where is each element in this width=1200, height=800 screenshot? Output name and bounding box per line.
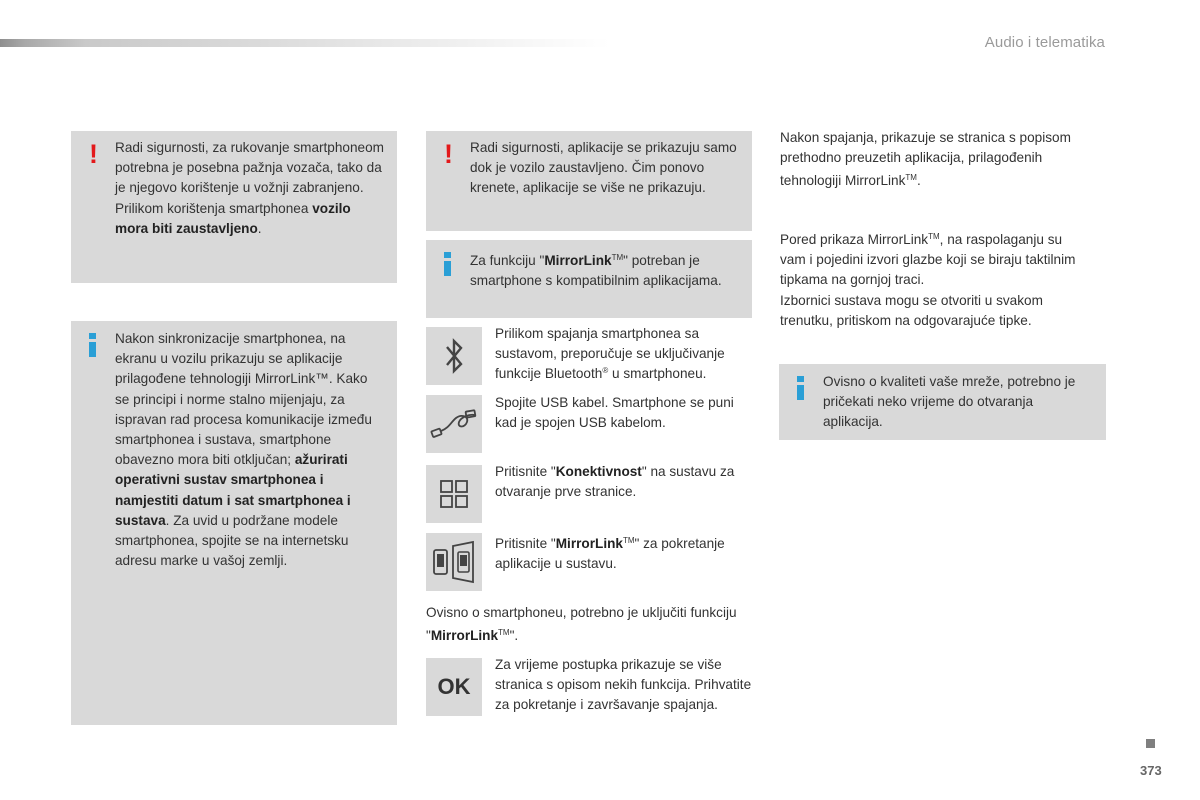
info-text: Nakon sinkronizacije smartphonea, na ekranu u vozilu prikazuju se aplikacije prilagođene tehnologiji MirrorLink™. Kako se principi i norme stalno mijenjaju, za ispravan rad procesa komunikacije između smartphonea i sustava, smartphone obavezno mora biti otključan; ažurirati operativni sustav smartphonea i namjestiti datum i sat smartphonea i sustava. Za uvid u podržane modele smartphonea, spojite se na internetsku adresu marke u vašoj zemlji. [115, 331, 372, 569]
info-text: Za funkciju "MirrorLink™" potreban je smartphone s kompatibilnim aplikacijama. [470, 253, 722, 289]
bluetooth-icon-tile [426, 327, 482, 385]
bluetooth-icon [439, 336, 469, 376]
page-marker [1146, 739, 1155, 748]
col3-paragraph-2: Pored prikaza MirrorLink™, na raspolaganju su vam i pojedini izvori glazbe koji se biraju taktilnim tipkama na gornjoj traci. Izbornici sustava mogu se otvoriti u svakom trenutku, pritiskom na odgovarajuće tipke. [780, 232, 1076, 328]
warning-text: Radi sigurnosti, aplikacije se prikazuju samo dok je vozilo zaustavljeno. Čim ponovo krenete, aplikacije se više ne prikazuju. [470, 140, 737, 196]
warning-text: Radi sigurnosti, za rukovanje smartphoneom potrebna je posebna pažnja vozača, tako da je njegovo korištenje u vožnji zabranjeno. Prilikom korištenja smartphonea vozilo mora biti zaustavljeno. [115, 140, 384, 236]
step-mirrorlink-text: Pritisnite "MirrorLink™" za pokretanje aplikacije u sustavu. [495, 536, 725, 572]
step-usb-text: Spojite USB kabel. Smartphone se puni kad je spojen USB kabelom. [495, 395, 734, 431]
page-number: 373 [1140, 763, 1162, 778]
mirrorlink-icon-tile [426, 533, 482, 591]
info-box-mirrorlink [426, 240, 752, 318]
usb-icon-tile [426, 395, 482, 453]
info-box-sync [71, 321, 397, 725]
col3-paragraph-1: Nakon spajanja, prikazuje se stranica s popisom prethodno preuzetih aplikacija, prilagođenih tehnologiji MirrorLink™. [780, 130, 1071, 189]
header-gradient-bar [0, 39, 610, 47]
warning-box-safety [71, 131, 397, 283]
grid-apps-icon [439, 479, 469, 509]
section-title: Audio i telematika [984, 34, 1105, 51]
ok-icon: OK [437, 674, 471, 699]
depending-text: Ovisno o smartphoneu, potrebno je uključiti funkciju "MirrorLink™". [426, 605, 737, 644]
step-ok-text: Za vrijeme postupka prikazuje se više stranica s opisom nekih funkcija. Prihvatite za pokretanje i završavanje spajanja. [495, 657, 752, 713]
mirrorlink-icon [431, 540, 477, 584]
info-box-network [779, 364, 1106, 440]
step-bluetooth-text: Prilikom spajanja smartphonea sa sustavom, preporučuje se uključivanje funkcije Bluetooth® u smartphoneu. [495, 326, 725, 382]
usb-cable-icon [429, 404, 479, 444]
info-text: Ovisno o kvaliteti vaše mreže, potrebno je pričekati neko vrijeme do otvaranja aplikacija. [823, 374, 1076, 430]
ok-icon-tile [426, 658, 482, 716]
step-connectivity-text: Pritisnite "Konektivnost" na sustavu za otvaranje prve stranice. [495, 464, 735, 500]
grid-icon-tile [426, 465, 482, 523]
warning-icon: ! [89, 139, 98, 169]
warning-icon: ! [444, 139, 453, 169]
warning-box-apps [426, 131, 752, 231]
